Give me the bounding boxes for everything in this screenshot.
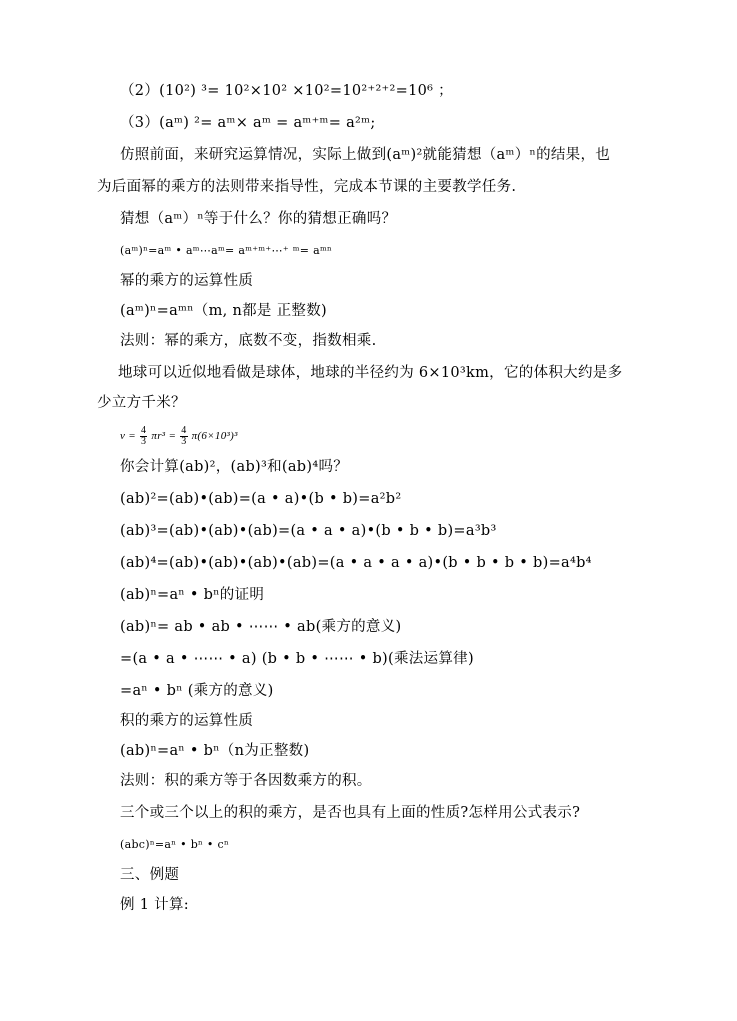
fraction-numerator: 4 (141, 425, 147, 436)
fraction (140, 426, 147, 447)
section-heading: 积的乘方的运算性质 (120, 713, 254, 729)
example-heading: 例 1 计算: (120, 897, 189, 913)
text-line: (ab)ⁿ= ab • ab • ⋯⋯ • ab(乘方的意义) (120, 619, 402, 635)
text-line: 仿照前面，来研究运算情况，实际上做到(aᵐ)²就能猜想（aᵐ）ⁿ的结果，也 (120, 147, 611, 163)
section-heading: 三、例题 (120, 867, 180, 883)
formula-line: (abc)ⁿ=aⁿ • bⁿ • cⁿ (120, 838, 230, 851)
text-line: (aᵐ)ⁿ=aᵐⁿ（m, n都是 正整数) (120, 303, 327, 319)
formula-line: (aᵐ)ⁿ=aᵐ • aᵐ⋯aᵐ= aᵐ⁺ᵐ⁺⋯⁺ ᵐ= aᵐⁿ (120, 244, 333, 257)
text-line: (ab)ⁿ=aⁿ • bⁿ的证明 (120, 587, 265, 603)
text-line: 猜想（aᵐ）ⁿ等于什么？你的猜想正确吗？ (120, 211, 397, 227)
text-line: (ab)ⁿ=aⁿ • bⁿ（n为正整数) (120, 743, 310, 759)
text-line: (ab)³=(ab)•(ab)•(ab)=(a • a • a)•(b • b • b)=a³b³ (120, 523, 497, 539)
volume-formula (120, 426, 238, 447)
text-line: 地球可以近似地看做是球体，地球的半径约为 6×10³km，它的体积大约是多 (118, 365, 623, 381)
text-line: （2）(10²) ³= 10²×10² ×10²=10²⁺²⁺²=10⁶ ； (120, 83, 453, 99)
text-line: (ab)²=(ab)•(ab)=(a • a)•(b • b)=a²b² (120, 491, 402, 507)
fraction-numerator: 4 (181, 425, 187, 436)
fraction-denominator: 3 (181, 436, 187, 447)
text-line: =aⁿ • bⁿ (乘方的意义) (120, 683, 274, 699)
text-line: 三个或三个以上的积的乘方，是否也具有上面的性质?怎样用公式表示? (120, 805, 581, 821)
text-line: 你会计算(ab)²，(ab)³和(ab)⁴吗？ (120, 459, 349, 475)
formula-part: πr³ = (151, 430, 177, 443)
text-line: 少立方千米？ (97, 395, 186, 411)
rule-text: 法则：幂的乘方，底数不变，指数相乘. (120, 333, 377, 349)
text-line: =(a • a • ⋯⋯ • a) (b • b • ⋯⋯ • b)(乘法运算律) (120, 651, 474, 667)
text-line: （3）(aᵐ) ²= aᵐ× aᵐ = aᵐ⁺ᵐ= a²ᵐ; (120, 115, 376, 131)
formula-part: v = (120, 430, 136, 443)
text-line: 为后面幂的乘方的法则带来指导性，完成本节课的主要教学任务. (97, 179, 517, 195)
section-heading: 幂的乘方的运算性质 (120, 273, 254, 289)
fraction (180, 426, 187, 447)
formula-part: π(6×10³)³ (191, 430, 238, 443)
text-line: (ab)⁴=(ab)•(ab)•(ab)•(ab)=(a • a • a • a)•(b • b • b • b)=a⁴b⁴ (120, 555, 592, 571)
rule-text: 法则：积的乘方等于各因数乘方的积。 (120, 773, 372, 789)
fraction-denominator: 3 (141, 436, 147, 447)
